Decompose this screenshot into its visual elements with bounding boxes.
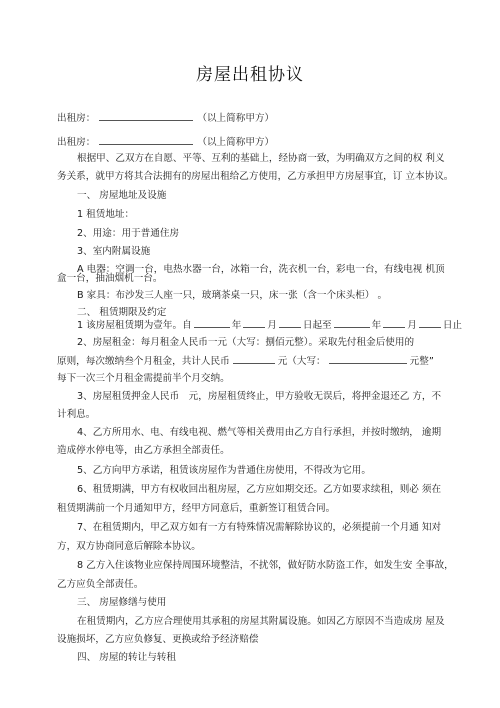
rent-uppercase-blank[interactable] [329,354,407,364]
body-line: 一、 房屋地址及设施 [77,190,167,201]
start-day-blank[interactable] [279,318,301,328]
body-line: 根据甲、乙双方在自愿、平等、互利的基础上，经协商一致，为明确双方之间的权 利义 [77,153,445,164]
body-line: 3、房屋租赁押金人民币 元，房屋租赁终止，甲方验收无误后，将押金退还乙 方，不 [77,391,442,402]
day-label: 日止 [442,320,463,331]
body-line: 4、乙方所用水、电、有线电视、燃气等相关费用由乙方自行承担，并按时缴纳， 逾期 [77,427,442,438]
end-day-blank[interactable] [419,318,441,328]
body-line: 租赁期满前一个月通知甲方，经甲方同意后，重新签订租赁合同。 [57,503,336,514]
body-line: 3、室内附属设施 [77,246,151,257]
lessor-note: （以上简称甲方） [197,113,275,124]
lessee-line [57,135,274,150]
body-line: 乙方应负全部责任。 [57,579,144,590]
lessor-blank[interactable] [99,111,193,121]
body-line: B 家具：布沙发三人座一只，玻璃茶桌一只，床一张（含一个床头柜） 。 [77,290,388,301]
rent-unit: 元整” [409,356,434,367]
rent-text: 原则，每次缴纳叁个月租金，共计人民币 [57,356,230,367]
start-year-blank[interactable] [194,318,230,328]
body-line: 7、在租赁期内，甲乙双方如有一方有特殊情况需解除协议的，必须提前一个月通 知对 [77,522,442,533]
body-line: 四、 房屋的转让与转租 [77,652,176,663]
body-line: 1 租赁地址： [77,209,135,220]
rent-uppercase-label: 元（大写： [277,356,326,367]
body-line: 每下一次三个月租金需提前半个月交纳。 [57,373,230,384]
body-line: 在租赁期内，乙方应合理使用其承租的房屋其附属设施。如因乙方原因不当造成房 屋及 [77,616,445,627]
body-line: 8 乙方入住该物业应保持周围环境整洁，不扰邻，做好防水防盗工作，如发生安 全事故， [77,560,454,571]
rent-total-blank[interactable] [233,354,275,364]
term-line [77,318,480,333]
start-month-blank[interactable] [243,318,265,328]
document-title: 房屋出租协议 [196,65,304,85]
lessee-label: 出租房： [57,137,96,148]
rent-line-2 [57,354,480,369]
body-line: A 电器：空调一台，电热水器一台，冰箱一台，洗衣机一台，彩电一台，有线电视 机顶 [77,264,445,275]
rent-line-1: 2、房屋租金：每月租金人民币一元（大写：捌佰元整）。采取先付租金后使用的 [77,337,415,348]
body-line: 计利息。 [57,409,96,420]
body-line: 2、用途：用于普通住房 [77,228,180,239]
day-label: 日起至 [302,320,332,331]
end-year-blank[interactable] [334,318,370,328]
year-label: 年 [231,320,242,331]
month-label: 月 [267,320,277,331]
year-label: 年 [371,320,382,331]
term-text: 1 该房屋租赁期为壹年。自 [77,320,192,331]
body-line: 务关系，就甲方将其合法拥有的房屋出租给乙方使用，乙方承担甲方房屋事宜，订 立本协议。 [57,171,454,182]
body-line: 方，双方协商同意后解除本协议。 [57,541,201,552]
body-line: 二、 租赁期限及约定 [77,307,167,318]
month-label: 月 [407,320,417,331]
body-line: 造成停水停电等，由乙方承担全部责任。 [57,445,230,456]
end-month-blank[interactable] [383,318,405,328]
lessor-line [57,111,274,126]
lessee-blank[interactable] [99,135,193,145]
body-line: 设施损坏，乙方应负修复、更换或给予经济赔偿 [57,634,259,645]
lessee-note: （以上简称甲方） [197,137,275,148]
body-line: 三、 房屋修缮与使用 [77,597,167,608]
body-line: 5、乙方向甲方承诺，租赁该房屋作为普通住房使用，不得改为它用。 [77,465,371,476]
body-line: 6、租赁期满，甲方有权收回出租房屋，乙方应如期交还。乙方如要求续租，则必 须在 [77,484,442,495]
body-line: 盒一台，抽油烟机一台。 [57,273,163,284]
lessor-label: 出租房： [57,113,96,124]
